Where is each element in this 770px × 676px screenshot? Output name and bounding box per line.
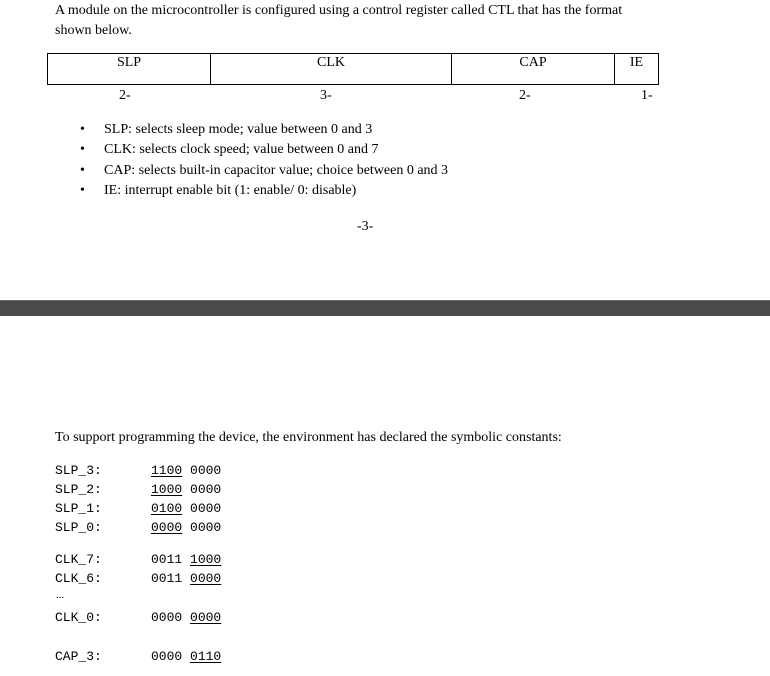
bits-slp: 2-: [119, 88, 131, 103]
bullet-icon: •: [80, 142, 85, 158]
list-item: [80, 120, 448, 140]
const-value-cap3: 0000 0110: [151, 649, 222, 664]
const-label-clk0: CLK_0:: [55, 610, 102, 625]
intro-paragraph: [55, 1, 675, 41]
const-value-clk7: 0011 1000: [151, 552, 222, 567]
const-label-clk6: CLK_6:: [55, 571, 102, 586]
const-value-slp0: 0000 0000: [151, 520, 222, 535]
field-slp: SLP: [116, 55, 142, 70]
const-value-slp1: 0100 0000: [151, 501, 222, 516]
const-value-slp3: 1100 0000: [151, 463, 222, 478]
bullet-icon: •: [80, 122, 85, 137]
field-ie: IE: [615, 54, 659, 85]
bullet-text: SLP: selects sleep mode; value between 0 and 3: [104, 122, 373, 137]
page-number: -3-: [357, 219, 374, 234]
const-label-clk7: CLK_7:: [55, 552, 102, 567]
bullet-text: IE: interrupt enable bit (1: enable/ 0: disable): [104, 182, 357, 198]
list-item: [80, 181, 448, 201]
field-cap: CAP: [452, 54, 615, 85]
const-label-slp2: SLP_2:: [55, 482, 102, 497]
support-text: To support programming the device, the environment has declared the symbolic constants:: [55, 430, 562, 445]
bits-ie: 1-: [641, 88, 653, 103]
const-label-slp3: SLP_3:: [55, 463, 102, 478]
bullet-text: CLK: selects clock speed; value between 0 and 7: [104, 142, 379, 158]
bullet-text: CAP: selects built-in capacitor value; choice between 0 and 3: [104, 162, 449, 178]
field-description-list: [80, 120, 448, 201]
list-item: [80, 140, 448, 160]
bits-clk: 3-: [320, 88, 332, 103]
register-format-table: [47, 53, 659, 85]
intro-line-1: A module on the microcontroller is configured using a control register called CTL that has the format: [55, 3, 623, 18]
const-value-slp2: 1000 0000: [151, 482, 222, 497]
intro-line-2: shown below.: [55, 23, 132, 38]
register-bit-widths: [47, 88, 659, 106]
page-divider: [0, 300, 770, 316]
bits-cap: 2-: [519, 88, 531, 103]
field-clk: CLK: [211, 54, 452, 85]
bullet-icon: •: [80, 162, 85, 178]
const-value-clk6: 0011 0000: [151, 571, 222, 586]
const-value-clk0: 0000 0000: [151, 610, 222, 625]
bullet-icon: •: [80, 182, 85, 198]
ellipsis: ...: [56, 589, 65, 601]
list-item: [80, 161, 448, 181]
const-label-slp1: SLP_1:: [55, 501, 102, 516]
const-label-slp0: SLP_0:: [55, 520, 102, 535]
const-label-cap3: CAP_3:: [55, 649, 102, 664]
